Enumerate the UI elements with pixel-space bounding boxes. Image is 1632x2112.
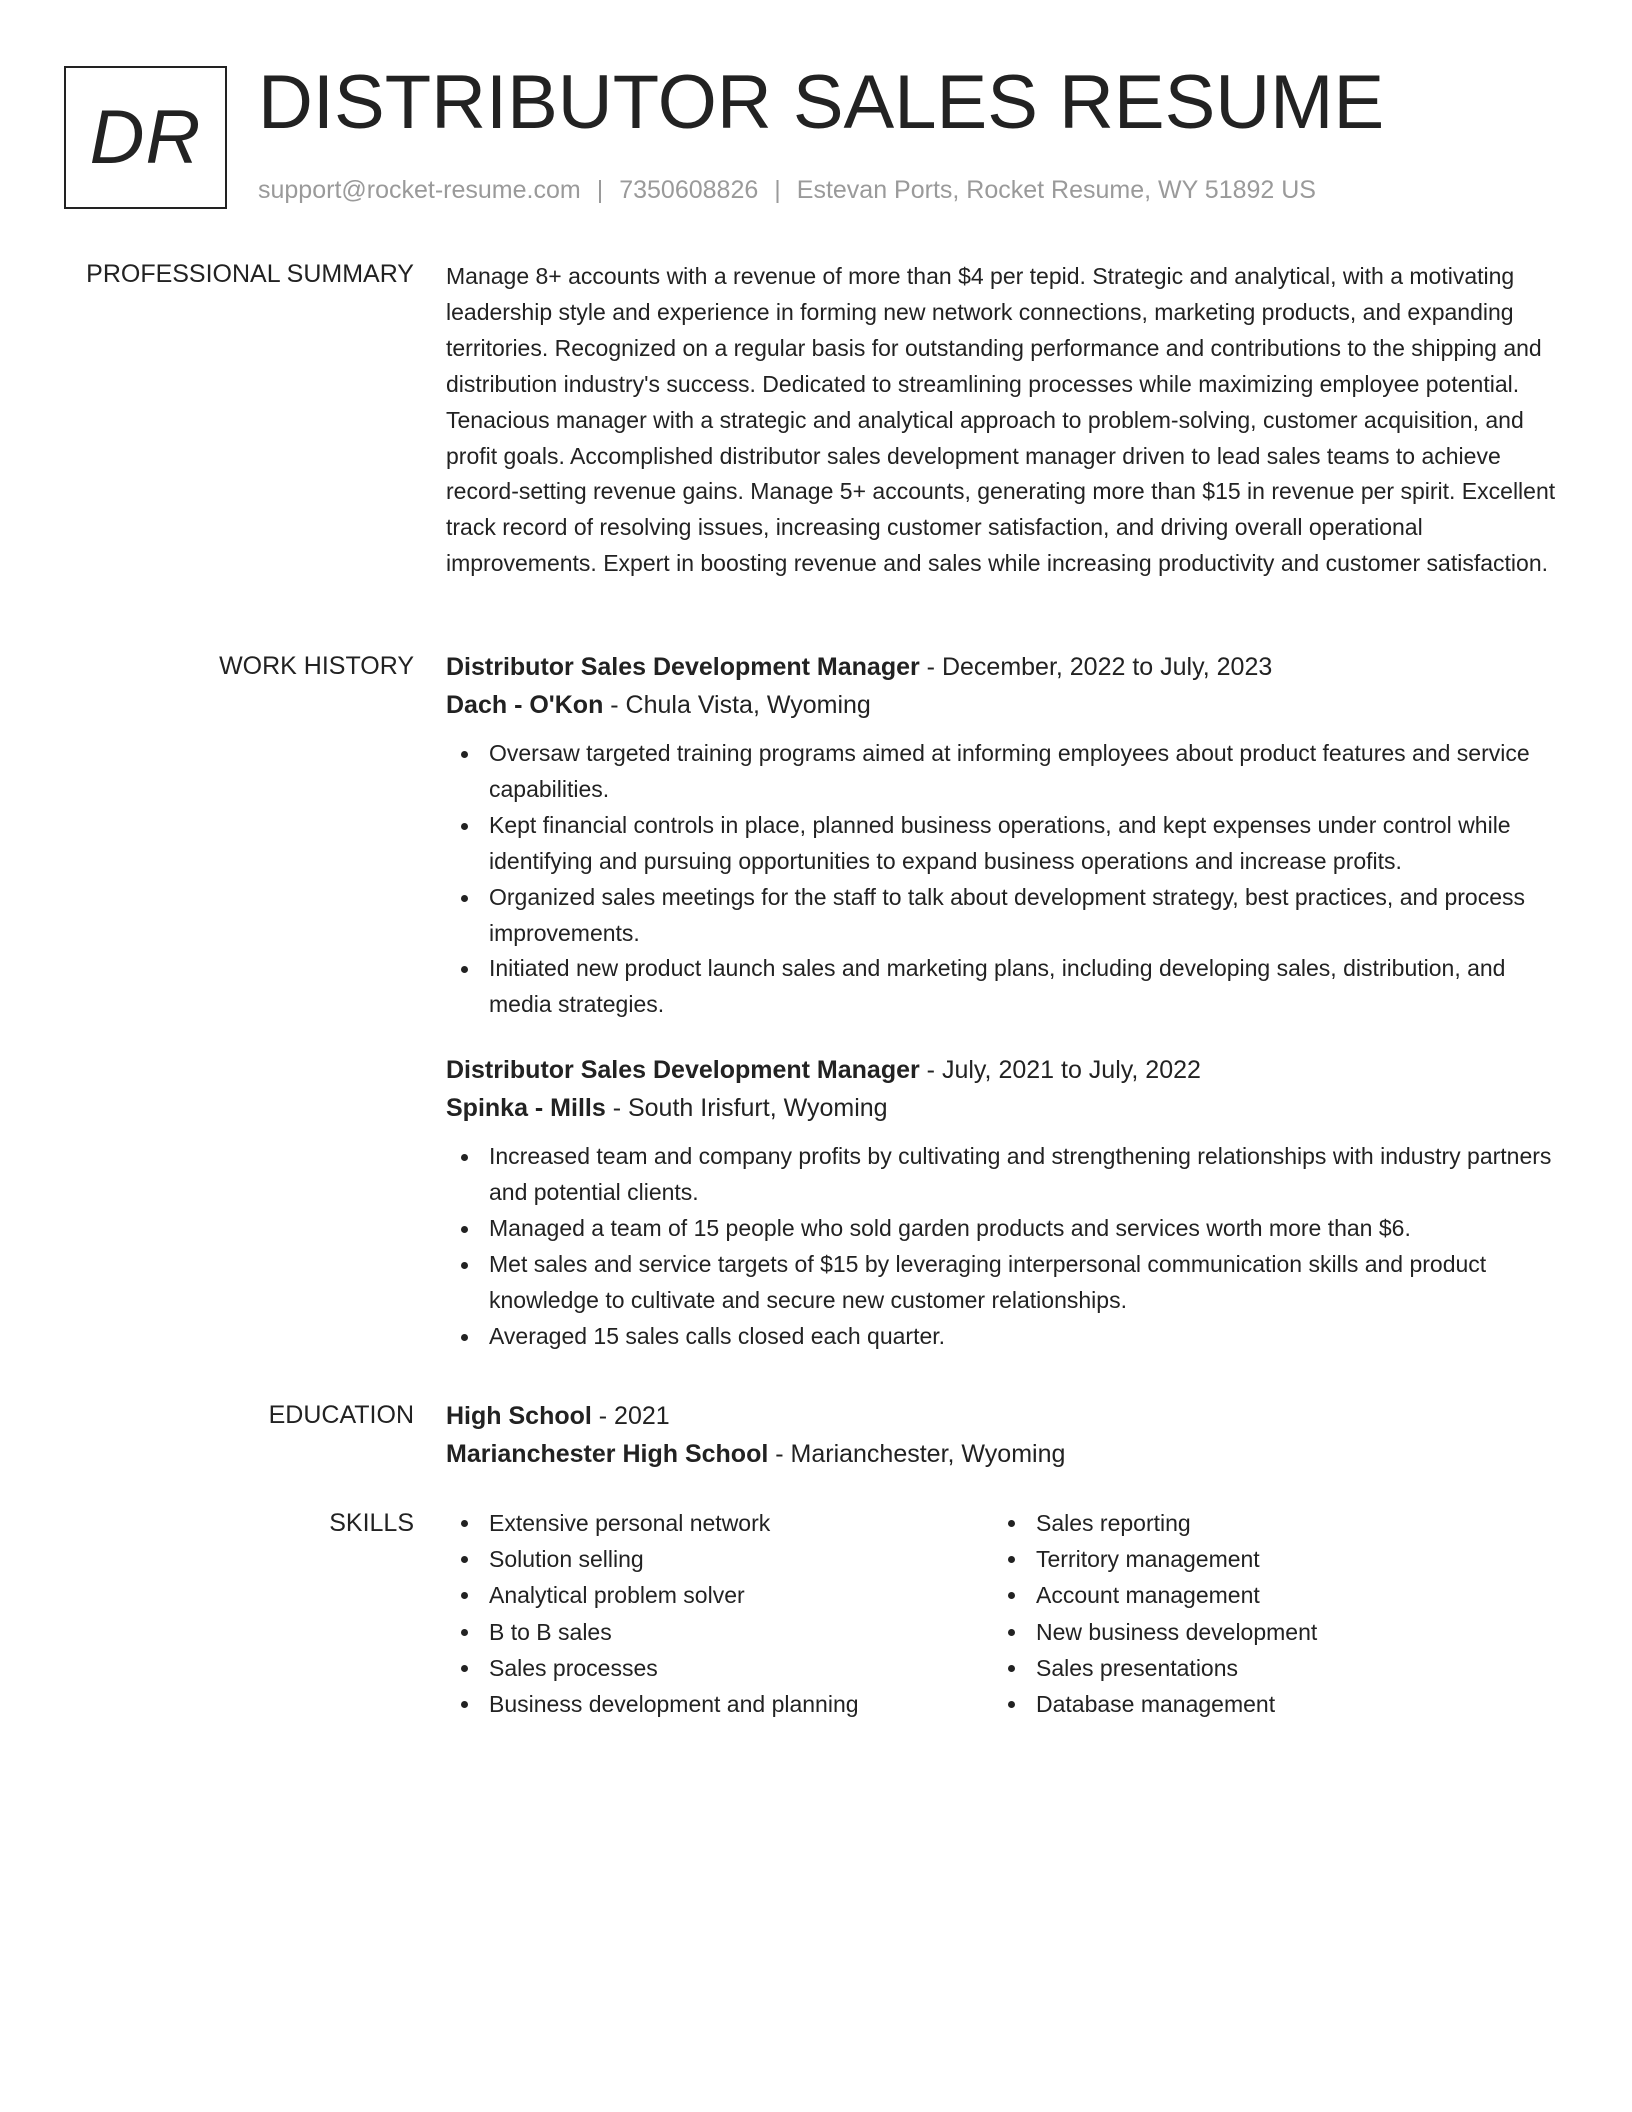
job-company-line <box>446 1089 1564 1127</box>
job-bullets <box>446 1139 1564 1354</box>
skills-list <box>993 1505 1540 1722</box>
skill-item: Territory management <box>993 1541 1540 1577</box>
work-history-heading: WORK HISTORY <box>219 652 414 680</box>
job-bullet: Initiated new product launch sales and marketing plans, including developing sales, distribution, and media strategies. <box>446 951 1564 1023</box>
job-location: - South Irisfurt, Wyoming <box>605 1094 888 1123</box>
contact-email: support@rocket-resume.com <box>258 176 581 204</box>
job-company: Spinka - Mills <box>446 1094 606 1123</box>
skills-list <box>446 1505 993 1722</box>
summary-heading: PROFESSIONAL SUMMARY <box>86 260 414 288</box>
skill-item: Analytical problem solver <box>446 1577 993 1613</box>
skills-column-left <box>446 1505 993 1722</box>
education-year: - 2021 <box>591 1402 670 1430</box>
job-entry <box>446 1051 1564 1354</box>
monogram-initials: DR <box>89 95 202 180</box>
job-location: - Chula Vista, Wyoming <box>603 691 871 719</box>
skill-item: New business development <box>993 1614 1540 1650</box>
job-bullets <box>446 736 1564 1023</box>
job-title: Distributor Sales Development Manager <box>446 653 920 681</box>
skill-item: Extensive personal network <box>446 1505 993 1541</box>
skills-heading: SKILLS <box>329 1509 414 1537</box>
contact-line <box>258 172 1316 208</box>
monogram-box <box>64 66 227 209</box>
job-dates: - July, 2021 to July, 2022 <box>919 1056 1201 1085</box>
education-degree-line <box>446 1397 1564 1435</box>
job-bullet: Managed a team of 15 people who sold garden products and services worth more than $6. <box>446 1211 1564 1247</box>
skills-grid <box>446 1505 1564 1722</box>
job-bullet: Met sales and service targets of $15 by leveraging interpersonal communication skills and product knowledge to cultivate and secure new customer relationships. <box>446 1247 1564 1319</box>
skill-item: Account management <box>993 1577 1540 1613</box>
skill-item: B to B sales <box>446 1614 993 1650</box>
skill-item: Sales processes <box>446 1650 993 1686</box>
skill-item: Sales presentations <box>993 1650 1540 1686</box>
education-heading: EDUCATION <box>268 1401 414 1429</box>
skill-item: Sales reporting <box>993 1505 1540 1541</box>
skill-item: Solution selling <box>446 1541 993 1577</box>
resume-title: DISTRIBUTOR SALES RESUME <box>258 60 1385 145</box>
education-degree: High School <box>446 1402 592 1430</box>
education-school-line <box>446 1435 1564 1473</box>
contact-separator: | <box>596 176 604 204</box>
summary-text: Manage 8+ accounts with a revenue of more than $4 per tepid. Strategic and analytical, with a motivating leadership style and experience in forming new network connections, marketing products, and expanding territories. Recognized on a regular basis for outstanding performance and contributions to the shipping and distribution industry's success. Dedicated to streamlining processes while maximizing employee potential. Tenacious manager with a strategic and analytical approach to problem-solving, customer acquisition, and profit goals. Accomplished distributor sales development manager driven to lead sales teams to achieve record-setting revenue gains. Manage 5+ accounts, generating more than $15 in revenue per spirit. Excellent track record of resolving issues, increasing customer satisfaction, and driving overall operational improvements. Expert in boosting revenue and sales while increasing productivity and customer satisfaction. <box>446 263 1556 577</box>
skill-item: Database management <box>993 1686 1540 1722</box>
job-bullet: Averaged 15 sales calls closed each quarter. <box>446 1319 1564 1355</box>
job-company: Dach - O'Kon <box>446 691 604 719</box>
education-location: - Marianchester, Wyoming <box>768 1440 1066 1468</box>
job-bullet: Increased team and company profits by cultivating and strengthening relationships with industry partners and potential clients. <box>446 1139 1564 1211</box>
job-bullet: Kept financial controls in place, planned business operations, and kept expenses under control while identifying and pursuing opportunities to expand business operations and increase profits. <box>446 808 1564 880</box>
job-title-line <box>446 648 1564 686</box>
contact-phone: 7350608826 <box>619 176 759 204</box>
job-bullet: Oversaw targeted training programs aimed at informing employees about product features and service capabilities. <box>446 736 1564 808</box>
skills-column-right <box>993 1505 1540 1722</box>
job-title: Distributor Sales Development Manager <box>446 1056 920 1085</box>
contact-separator: | <box>774 176 781 204</box>
education-school: Marianchester High School <box>446 1440 769 1468</box>
job-company-line <box>446 686 1564 724</box>
job-title-line <box>446 1051 1564 1089</box>
job-entry <box>446 648 1564 1023</box>
job-bullet: Organized sales meetings for the staff to talk about development strategy, best practices, and process improvements. <box>446 880 1564 952</box>
skill-item: Business development and planning <box>446 1686 993 1722</box>
contact-address: Estevan Ports, Rocket Resume, WY 51892 US <box>796 176 1316 204</box>
job-dates: - December, 2022 to July, 2023 <box>919 653 1273 681</box>
